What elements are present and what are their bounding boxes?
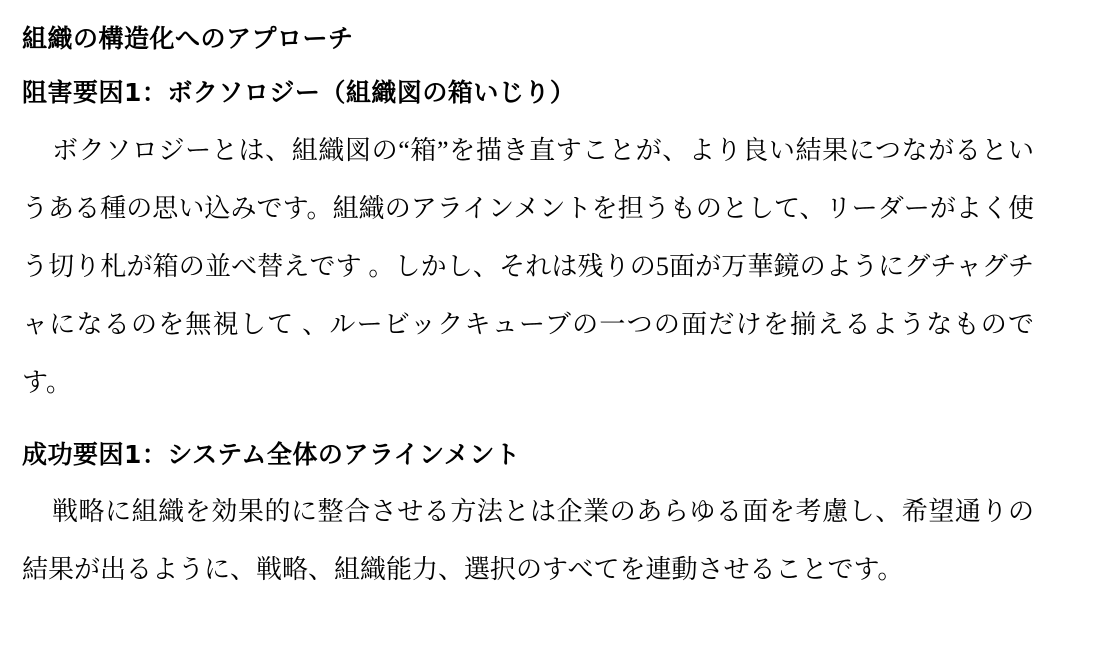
success-heading: 成功要因1：システム全体のアラインメント [22, 439, 521, 469]
obstacle-heading: 阻害要因1：ボクソロジー（組織図の箱いじり） [22, 77, 576, 107]
section-title: 組織の構造化へのアプローチ [22, 24, 354, 53]
obstacle-paragraph: ボクソロジーとは、組織図の“箱”を描き直すことが、より良い結果につながるというある種の思い込みです。組織のアラインメントを担うものとして、リーダーがよく使う切り札が箱の並べ替えです 。しかし、それは残りの5面が万華鏡のようにグチャグチャになるのを無視して 、ルービックキューブの一つの面だけを揃えるようなものです。 [22, 135, 1034, 397]
success-paragraph: 戦略に組織を効果的に整合させる方法とは企業のあらゆる面を考慮し、希望通りの結果が出るように、戦略、組織能力、選択のすべてを連動させることです。 [22, 497, 1034, 585]
paragraph-spacer [22, 412, 1034, 418]
